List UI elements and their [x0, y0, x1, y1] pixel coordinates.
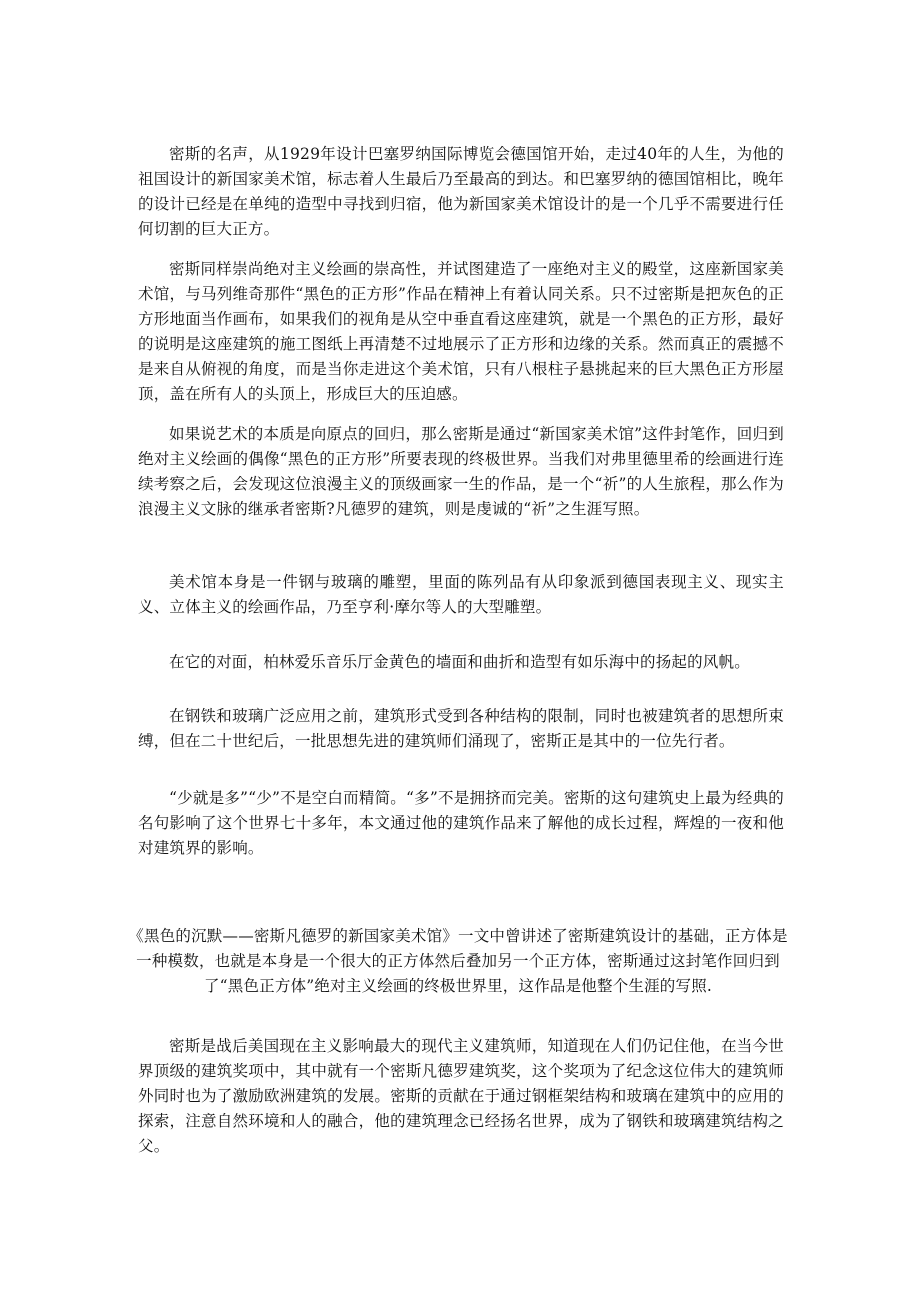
paragraph-4: 美术馆本身是一件钢与玻璃的雕塑，里面的陈列品有从印象派到德国表现主义、现实主义、立体主义的绘画作品，乃至亨利·摩尔等人的大型雕塑。: [138, 573, 784, 616]
paragraph-7: “少就是多”“少”不是空白而精简。“多”不是拥挤而完美。密斯的这句建筑史上最为经典的名句影响了这个世界七十多年，本文通过他的建筑作品来了解他的成长过程，辉煌的一夜和他对建筑界的影响。: [138, 789, 784, 857]
paragraph-9: 密斯是战后美国现在主义影响最大的现代主义建筑师，知道现在人们仍记住他，在当今世界顶级的建筑奖项中，其中就有一个密斯凡德罗建筑奖，这个奖项为了纪念这位伟大的建筑师外同时也为了激励欧洲建筑的发展。密斯的贡献在于通过钢框架结构和玻璃在建筑中的应用的探索，注意自然环境和人的融合，他的建筑理念已经扬名世界，成为了钢铁和玻璃建筑结构之父。: [138, 1037, 784, 1155]
paragraph-1: 密斯的名声，从1929年设计巴塞罗纳国际博览会德国馆开始，走过40年的人生，为他的祖国设计的新国家美术馆，标志着人生最后乃至最高的到达。和巴塞罗纳的德国馆相比，晚年的设计已经是在单纯的造型中寻找到归宿，他为新国家美术馆设计的是一个几乎不需要进行任何切割的巨大正方。: [138, 145, 784, 238]
paragraph-8-quote: 《黑色的沉默——密斯凡德罗的新国家美术馆》一文中曾讲述了密斯建筑设计的基础，正方体是一种模数，也就是本身是一个很大的正方体然后叠加另一个正方体，密斯通过这封笔作回归到了“黑色正方体”绝对主义绘画的终极世界里，这作品是他整个生涯的写照.: [128, 927, 788, 995]
paragraph-3: 如果说艺术的本质是向原点的回归，那么密斯是通过“新国家美术馆”这件封笔作，回归到绝对主义绘画的偶像“黑色的正方形”所要表现的终极世界。当我们对弗里德里希的绘画进行连续考察之后，会发现这位浪漫主义的顶级画家一生的作品，是一个“祈”的人生旅程，那么作为浪漫主义文脉的继承者密斯?凡德罗的建筑，则是虔诚的“祈”之生涯写照。: [138, 425, 784, 518]
paragraph-2: 密斯同样崇尚绝对主义绘画的崇高性，并试图建造了一座绝对主义的殿堂，这座新国家美术馆，与马列维奇那件“黑色的正方形”作品在精神上有着认同关系。只不过密斯是把灰色的正方形地面当作画布，如果我们的视角是从空中垂直看这座建筑，就是一个黑色的正方形，最好的说明是这座建筑的施工图纸上再清楚不过地展示了正方形和边缘的关系。然而真正的震撼不是来自从俯视的角度，而是当你走进这个美术馆，只有八根柱子悬挑起来的巨大黑色正方形屋顶，盖在所有人的头顶上，形成巨大的压迫感。: [138, 260, 784, 403]
paragraph-6: 在钢铁和玻璃广泛应用之前，建筑形式受到各种结构的限制，同时也被建筑者的思想所束缚，但在二十世纪后，一批思想先进的建筑师们涌现了，密斯正是其中的一位先行者。: [138, 707, 784, 750]
paragraph-5: 在它的对面，柏林爱乐音乐厅金黄色的墙面和曲折和造型有如乐海中的扬起的风帆。: [169, 653, 750, 671]
